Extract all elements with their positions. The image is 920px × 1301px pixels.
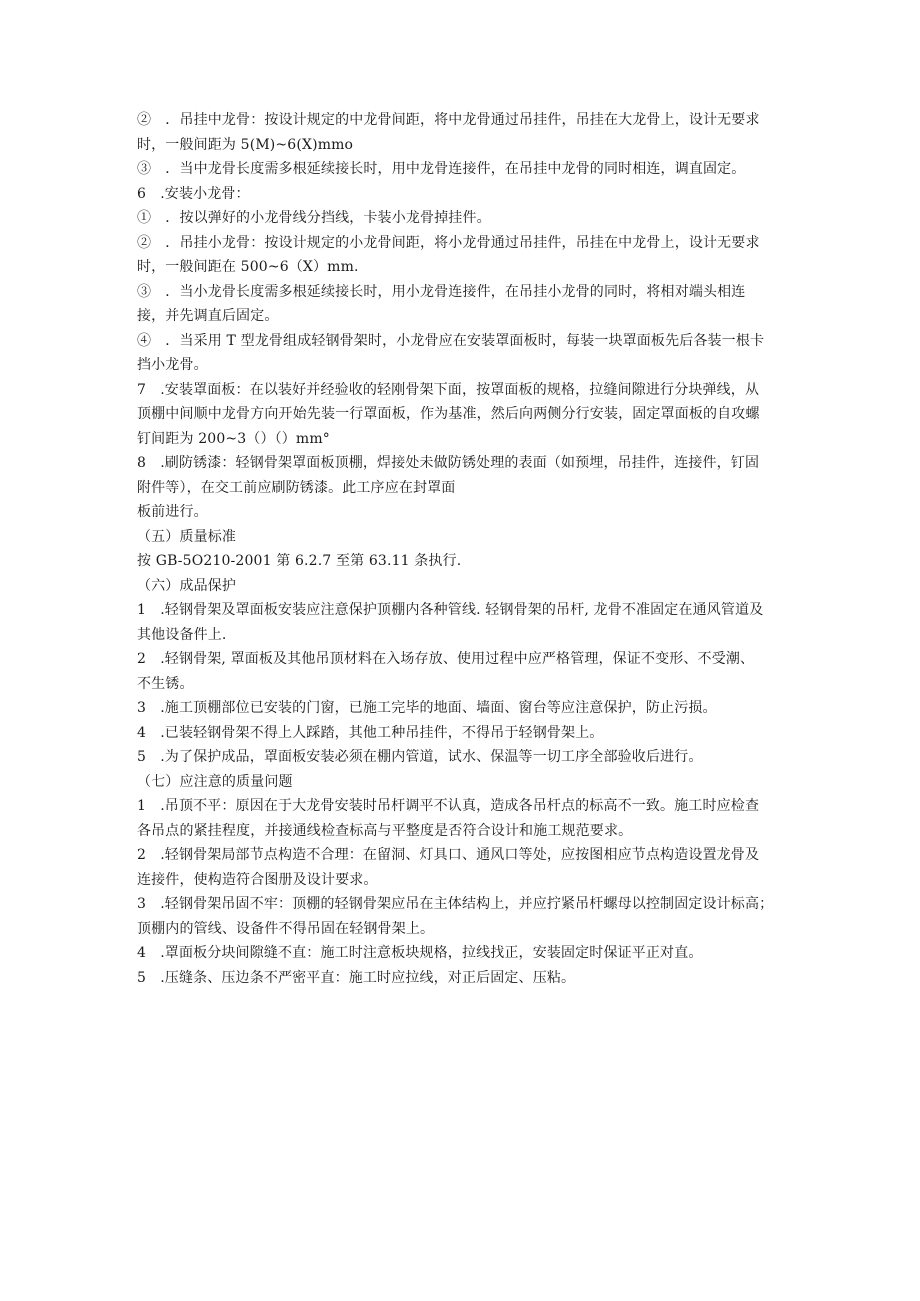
text-line: 7 .安装罩面板：在以装好并经验收的轻刚骨架下面，按罩面板的规格，拉缝间隙进行分块弹线，从 <box>137 381 760 398</box>
section-heading: 6 .安装小龙骨： <box>137 185 250 202</box>
text-line: 挡小龙骨。 <box>137 357 208 373</box>
section-heading: （五）质量标准 <box>137 528 237 545</box>
text-line: 顶棚内的管线、设备件不得吊固在轻钢骨架上。 <box>137 920 435 937</box>
text-line: 接，并先调直后固定。 <box>137 308 279 324</box>
text-line: 钉间距为 200~3（）（）mm° <box>137 430 330 447</box>
text-line: 板前进行。 <box>137 504 208 520</box>
text-line: ④ ．当采用 T 型龙骨组成轻钢骨架时，小龙骨应在安装罩面板时，每装一块罩面板先后各装一根卡 <box>137 332 765 349</box>
text-line: 4 .已装轻钢骨架不得上人踩踏，其他工种吊挂件，不得吊于轻钢骨架上。 <box>137 724 604 741</box>
text-line: 连接件，使构造符合图册及设计要求。 <box>137 871 378 888</box>
text-line: 5 .为了保护成品，罩面板安装必须在棚内管道，试水、保温等一切工序全部验收后进行。 <box>137 749 703 765</box>
section-heading: （六）成品保护 <box>137 577 237 594</box>
text-line: ③ ．当中龙骨长度需多根延续接长时，用中龙骨连接件，在吊挂中龙骨的同时相连，调直固定。 <box>137 161 746 177</box>
document-page <box>137 108 787 990</box>
text-line: 2 .轻钢骨架局部节点构造不合理：在留洞、灯具口、通风口等处，应按图相应节点构造设置龙骨及 <box>137 847 760 863</box>
text-line: ③ ．当小龙骨长度需多根延续接长时，用小龙骨连接件，在吊挂小龙骨的同时，将相对端头相连 <box>137 283 746 300</box>
text-line: 各吊点的紧挂程度，并接通线检查标高与平整度是否符合设计和施工规范要求。 <box>137 822 633 839</box>
text-line: 附件等），在交工前应刷防锈漆。此工序应在封罩面 <box>137 479 456 496</box>
text-line: 不生锈。 <box>137 675 194 692</box>
text-line: 按 GB-5O210-2001 第 6.2.7 至第 63.11 条执行. <box>137 553 462 569</box>
text-line: 3 .施工顶棚部位已安装的门窗，已施工完毕的地面、墙面、窗台等应注意保护，防止污损。 <box>137 700 717 716</box>
text-line: 其他设备件上. <box>137 626 227 643</box>
text-line: 5 .压缝条、压边条不严密平直：施工时应拉线，对正后固定、压粘。 <box>137 969 576 986</box>
text-line: 3 .轻钢骨架吊固不牢：顶棚的轻钢骨架应吊在主体结构上，并应拧紧吊杆螺母以控制固定设计标高； <box>137 896 774 912</box>
text-line: 时，一般间距在 500~6（X）mm. <box>137 259 359 275</box>
text-line: 4 .罩面板分块间隙缝不直：施工时注意板块规格，拉线找正，安装固定时保证平正对直。 <box>137 945 703 961</box>
text-line: ② ．吊挂中龙骨：按设计规定的中龙骨间距，将中龙骨通过吊挂件，吊挂在大龙骨上，设计无要求 <box>137 112 760 128</box>
text-line: 1 .轻钢骨架及罩面板安装应注意保护顶棚内各种管线. 轻钢骨架的吊杆, 龙骨不准固定在通风管道及 <box>137 602 764 618</box>
text-line: ① ．按以弹好的小龙骨线分挡线，卡装小龙骨掉挂件。 <box>137 210 491 226</box>
text-line: 时，一般间距为 5(M)~6(X)mmo <box>137 136 354 153</box>
text-line: 2 .轻钢骨架, 罩面板及其他吊顶材料在入场存放、使用过程中应严格管理，保证不变形、不受潮、 <box>137 651 755 667</box>
section-heading: （七）应注意的质量问题 <box>137 773 293 790</box>
text-line: 8 .刷防锈漆：轻钢骨架罩面板顶棚，焊接处未做防锈处理的表面（如预埋，吊挂件，连接件，钉固 <box>137 455 760 471</box>
text-line: ② ．吊挂小龙骨：按设计规定的小龙骨间距，将小龙骨通过吊挂件，吊挂在中龙骨上，设计无要求 <box>137 234 760 251</box>
text-line: 1 .吊顶不平：原因在于大龙骨安装时吊杆调平不认真，造成各吊杆点的标高不一致。施工时应检查 <box>137 798 760 814</box>
text-line: 顶棚中间顺中龙骨方向开始先装一行罩面板，作为基准，然后向两侧分行安装，固定罩面板的自攻螺 <box>137 406 760 422</box>
